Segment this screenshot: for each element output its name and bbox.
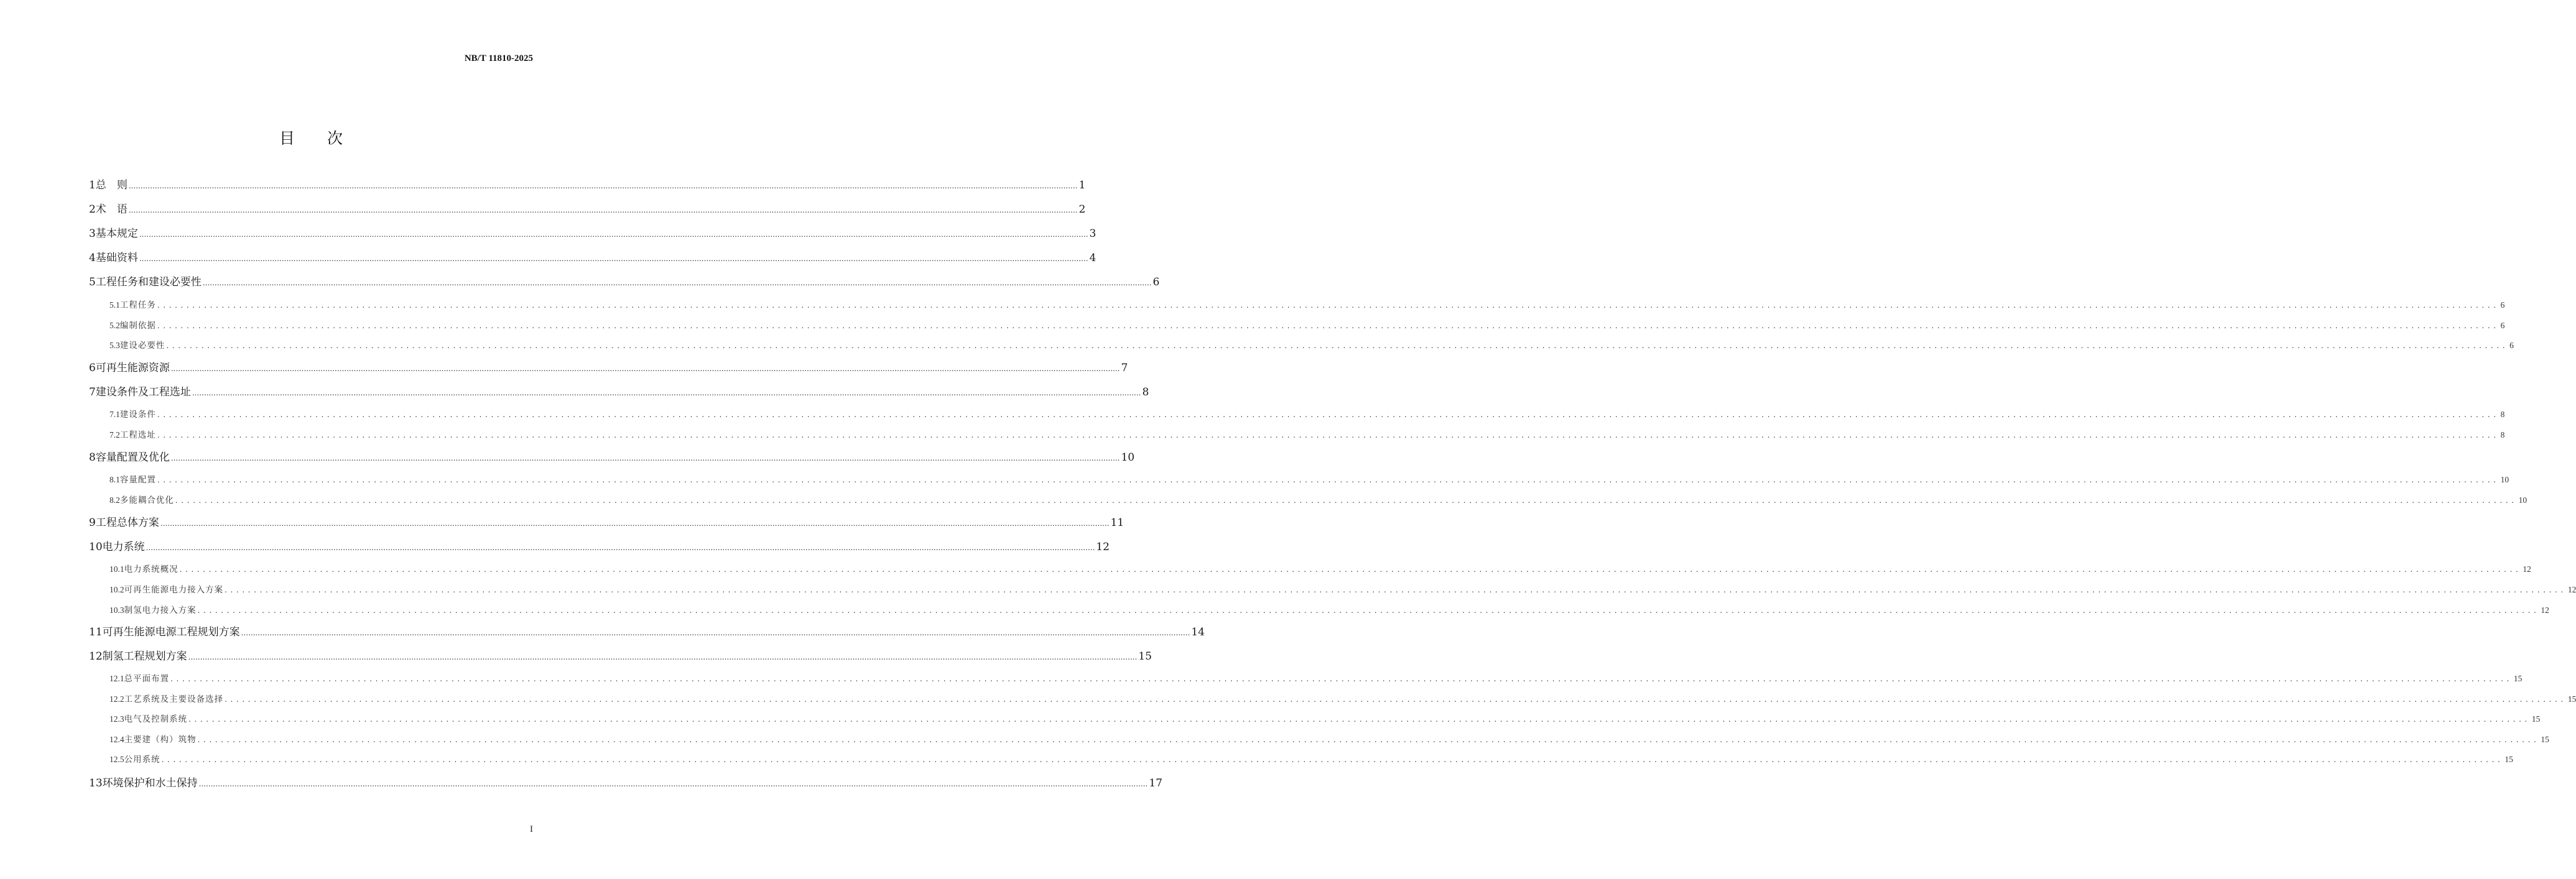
entry-page: 10 [2518, 495, 2527, 505]
toc-subentry[interactable] [0, 603, 2549, 615]
toc-entry[interactable] [0, 623, 1205, 638]
leader-dots: ................................................................................................................................................................................................................................................................................................................................................................................................................ [179, 565, 2522, 574]
leader-dots: ................................................................................................................................................................................................................................................................................................................................................................................................................ [198, 780, 1148, 788]
entry-number: 5.2 [109, 321, 120, 330]
entry-number: 10.1 [109, 564, 124, 574]
toc-subentry[interactable] [0, 318, 2505, 331]
leader-dots: ................................................................................................................................................................................................................................................................................................................................................................................................................ [157, 410, 2500, 419]
entry-title: 容量配置 [119, 475, 156, 485]
leader-dots: ................................................................................................................................................................................................................................................................................................................................................................................................................ [225, 695, 2567, 704]
entry-title: 主要建（构）筑物 [124, 735, 197, 745]
entry-number: 12.3 [109, 714, 124, 724]
toc-entry[interactable] [0, 647, 1152, 663]
entry-title: 多能耦合优化 [119, 495, 174, 505]
entry-title: 基础资料 [95, 252, 138, 264]
leader-dots: ................................................................................................................................................................................................................................................................................................................................................................................................................ [128, 182, 1078, 190]
entry-title: 可再生能源资源 [95, 362, 170, 374]
leader-dots: ................................................................................................................................................................................................................................................................................................................................................................................................................ [139, 230, 1088, 239]
toc-subentry[interactable] [0, 752, 2513, 765]
toc-subentry[interactable] [0, 692, 2576, 704]
leader-dots: ................................................................................................................................................................................................................................................................................................................................................................................................................ [146, 543, 1095, 552]
entry-title: 制氢电力接入方案 [124, 605, 197, 615]
entry-title: 工艺系统及主要设备选择 [124, 694, 224, 704]
leader-dots: ................................................................................................................................................................................................................................................................................................................................................................................................................ [170, 454, 1120, 463]
entry-title: 术 语 [95, 203, 127, 216]
leader-dots: ................................................................................................................................................................................................................................................................................................................................................................................................................ [175, 496, 2518, 505]
leader-dots: ................................................................................................................................................................................................................................................................................................................................................................................................................ [192, 389, 1141, 397]
entry-title: 制氢工程规划方案 [102, 650, 187, 663]
entry-number: 7.1 [109, 410, 120, 419]
entry-number: 5.1 [109, 300, 120, 310]
entry-page: 12 [2523, 564, 2531, 574]
entry-page: 11 [1110, 517, 1124, 529]
entry-title: 建设条件及工程选址 [95, 386, 191, 398]
entry-page: 15 [1138, 650, 1152, 663]
entry-page: 3 [1089, 228, 1096, 240]
entry-number: 7 [89, 386, 96, 398]
entry-number: 5.3 [109, 341, 120, 350]
toc-subentry[interactable] [0, 562, 2531, 574]
toc-entry[interactable] [0, 383, 1149, 398]
toc-entry[interactable] [0, 249, 1096, 264]
entry-page: 15 [2513, 674, 2523, 683]
entry-number: 10 [89, 541, 103, 553]
entry-number: 7.2 [109, 430, 120, 440]
entry-page: 12 [2567, 585, 2576, 594]
entry-page: 12 [1096, 541, 1110, 553]
toc-subentry[interactable] [0, 298, 2505, 310]
toc-entry[interactable] [0, 224, 1096, 240]
toc-subentry[interactable] [0, 712, 2541, 724]
entry-title: 环境保护和水土保持 [102, 777, 198, 789]
toc-subentry[interactable] [0, 582, 2576, 595]
entry-number: 8.2 [109, 495, 120, 505]
toc-subentry[interactable] [0, 338, 2514, 351]
toc-subentry[interactable] [0, 428, 2505, 440]
entry-page: 15 [2504, 755, 2513, 764]
entry-title: 容量配置及优化 [95, 451, 170, 464]
entry-number: 9 [89, 517, 96, 529]
entry-number: 4 [89, 252, 96, 264]
toc-entry[interactable] [0, 513, 1124, 529]
entry-number: 5 [89, 276, 96, 288]
toc-subentry[interactable] [0, 472, 2509, 485]
toc-entry[interactable] [0, 176, 1086, 191]
entry-page: 8 [2500, 410, 2505, 419]
entry-number: 10.3 [109, 605, 124, 615]
toc-subentry[interactable] [0, 671, 2523, 684]
toc-entry[interactable] [0, 200, 1086, 216]
entry-page: 6 [2500, 300, 2505, 310]
entry-title: 编制依据 [119, 321, 156, 331]
leader-dots: ................................................................................................................................................................................................................................................................................................................................................................................................................ [157, 301, 2500, 310]
entry-page: 6 [1152, 276, 1160, 288]
leader-dots: ................................................................................................................................................................................................................................................................................................................................................................................................................ [241, 628, 1190, 637]
entry-page: 2 [1078, 203, 1086, 216]
leader-dots: ................................................................................................................................................................................................................................................................................................................................................................................................................ [166, 341, 2509, 350]
entry-title: 工程选址 [119, 430, 156, 440]
entry-title: 电力系统 [102, 541, 145, 553]
entry-number: 13 [89, 777, 103, 789]
entry-number: 3 [89, 228, 96, 240]
entry-number: 8 [89, 451, 96, 464]
entry-page: 14 [1191, 626, 1205, 638]
entry-title: 可再生能源电力接入方案 [124, 585, 224, 595]
toc-subentry[interactable] [0, 407, 2505, 420]
leader-dots: ................................................................................................................................................................................................................................................................................................................................................................................................................ [160, 519, 1110, 528]
entry-page: 6 [2509, 341, 2514, 350]
entry-title: 电气及控制系统 [124, 714, 188, 724]
leader-dots: ................................................................................................................................................................................................................................................................................................................................................................................................................ [157, 321, 2500, 330]
entry-number: 12.5 [109, 755, 124, 764]
entry-title: 电力系统概况 [124, 564, 178, 574]
standard-code: NB/T 11810-2025 [464, 53, 533, 63]
toc-entry[interactable] [0, 774, 1163, 789]
entry-title: 总 则 [95, 179, 127, 191]
entry-page: 8 [2500, 430, 2505, 440]
entry-number: 2 [89, 203, 96, 216]
entry-page: 1 [1078, 179, 1086, 191]
leader-dots: ................................................................................................................................................................................................................................................................................................................................................................................................................ [188, 715, 2531, 724]
leader-dots: ................................................................................................................................................................................................................................................................................................................................................................................................................ [197, 606, 2540, 615]
entry-page: 10 [2500, 475, 2509, 484]
entry-page: 15 [2567, 694, 2576, 704]
entry-number: 12.2 [109, 694, 124, 704]
entry-number: 10.2 [109, 585, 124, 594]
toc-entry[interactable] [0, 448, 1135, 464]
entry-title: 基本规定 [95, 228, 138, 240]
entry-page: 6 [2500, 321, 2505, 330]
toc-entry[interactable] [0, 273, 1160, 288]
entry-page: 17 [1149, 777, 1163, 789]
leader-dots: ................................................................................................................................................................................................................................................................................................................................................................................................................ [128, 206, 1078, 214]
entry-page: 7 [1121, 362, 1128, 374]
entry-page: 12 [2541, 605, 2549, 615]
leader-dots: ................................................................................................................................................................................................................................................................................................................................................................................................................ [197, 735, 2540, 744]
leader-dots: ................................................................................................................................................................................................................................................................................................................................................................................................................ [170, 674, 2513, 683]
entry-page: 15 [2531, 714, 2541, 724]
entry-page: 10 [1121, 451, 1135, 464]
entry-number: 8.1 [109, 475, 120, 484]
entry-title: 工程任务 [119, 300, 156, 310]
toc-entry[interactable] [0, 538, 1110, 553]
leader-dots: ................................................................................................................................................................................................................................................................................................................................................................................................................ [161, 755, 2504, 764]
toc-title: 目 次 [279, 129, 356, 147]
page-number: I [530, 824, 533, 834]
leader-dots: ................................................................................................................................................................................................................................................................................................................................................................................................................ [225, 586, 2567, 594]
entry-number: 12 [89, 650, 103, 663]
leader-dots: ................................................................................................................................................................................................................................................................................................................................................................................................................ [202, 278, 1152, 287]
entry-number: 12.1 [109, 674, 124, 683]
toc-subentry[interactable] [0, 493, 2527, 505]
entry-title: 工程总体方案 [95, 517, 159, 529]
entry-number: 1 [89, 179, 96, 191]
entry-title: 工程任务和建设必要性 [95, 276, 202, 288]
entry-title: 总平面布置 [124, 674, 170, 684]
leader-dots: ................................................................................................................................................................................................................................................................................................................................................................................................................ [139, 254, 1088, 263]
leader-dots: ................................................................................................................................................................................................................................................................................................................................................................................................................ [157, 476, 2500, 484]
entry-number: 12.4 [109, 735, 124, 744]
entry-title: 公用系统 [124, 755, 160, 765]
entry-page: 15 [2541, 735, 2549, 744]
leader-dots: ................................................................................................................................................................................................................................................................................................................................................................................................................ [188, 653, 1137, 661]
entry-number: 11 [89, 626, 103, 638]
leader-dots: ................................................................................................................................................................................................................................................................................................................................................................................................................ [170, 364, 1120, 373]
entry-title: 建设条件 [119, 410, 156, 420]
entry-title: 可再生能源电源工程规划方案 [102, 626, 240, 638]
leader-dots: ................................................................................................................................................................................................................................................................................................................................................................................................................ [157, 431, 2500, 440]
toc-subentry[interactable] [0, 732, 2549, 745]
entry-title: 建设必要性 [119, 341, 165, 351]
entry-number: 6 [89, 362, 96, 374]
toc-entry[interactable] [0, 359, 1128, 374]
entry-page: 8 [1142, 386, 1149, 398]
entry-page: 4 [1089, 252, 1096, 264]
